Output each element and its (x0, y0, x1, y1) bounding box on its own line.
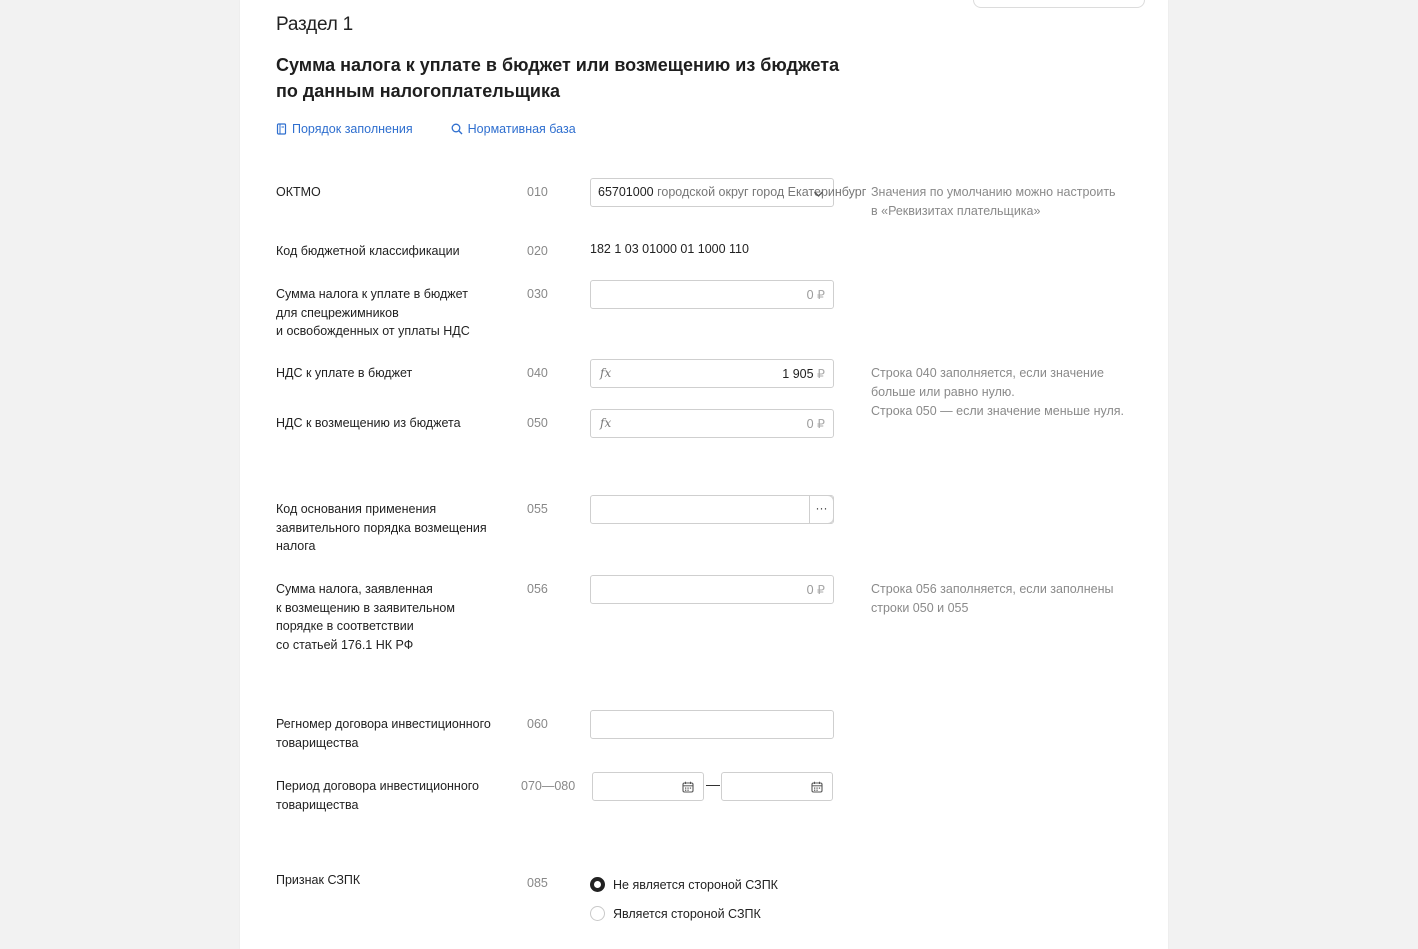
row-040-hint-line-1: Строка 040 заполняется, если значение (871, 366, 1104, 380)
row-056-code: 056 (527, 582, 548, 596)
ruble-sign: ₽ (817, 367, 825, 381)
oktmo-value-code: 65701000 (598, 185, 654, 199)
row-056-label-line-1: Сумма налога, заявленная (276, 582, 433, 596)
search-icon (451, 123, 463, 135)
row-030-code: 030 (527, 287, 548, 301)
szpk-label: Признак СЗПК (276, 873, 361, 887)
section-title: Раздел 1 (276, 14, 354, 35)
normative-base-label: Нормативная база (467, 122, 576, 136)
row-030-input[interactable] (590, 280, 834, 309)
row-030-label-line-2: для спецрежимников (276, 305, 399, 320)
ruble-sign: ₽ (817, 288, 825, 302)
szpk-option-party[interactable] (590, 906, 761, 921)
row-060-label-line-2: товарищества (276, 735, 359, 750)
row-056-label (276, 580, 508, 654)
radio-unselected[interactable] (590, 906, 605, 921)
row-060-input[interactable] (590, 710, 834, 739)
row-040-hint (871, 364, 1141, 421)
row-050-code: 050 (527, 416, 548, 430)
top-control[interactable] (973, 0, 1145, 8)
row-060-code: 060 (527, 717, 548, 731)
row-040-input[interactable] (590, 359, 834, 388)
row-055-input[interactable] (590, 495, 834, 524)
row-040-label: НДС к уплате в бюджет (276, 366, 413, 380)
oktmo-hint (871, 183, 1141, 221)
kbk-label: Код бюджетной классификации (276, 244, 460, 258)
row-055-label-line-3: налога (276, 539, 316, 553)
row-070-label-line-2: товарищества (276, 797, 359, 812)
szpk-option-not-party[interactable] (590, 877, 778, 892)
row-060-label-line-1: Регномер договора инвестиционного (276, 717, 491, 731)
row-040-value (782, 366, 825, 381)
row-030-amount: 0 (806, 288, 814, 302)
select-code-button[interactable]: ··· (809, 495, 834, 524)
oktmo-select[interactable] (590, 178, 867, 207)
row-055-label-line-1: Код основания применения (276, 502, 437, 516)
calendar-icon[interactable] (811, 780, 823, 798)
form-page (240, 0, 1168, 949)
oktmo-hint-line-2: в «Реквизитах плательщика» (871, 204, 1041, 218)
fill-order-label: Порядок заполнения (292, 122, 413, 136)
szpk-option-2-label: Является стороной СЗПК (613, 906, 761, 921)
fill-order-link[interactable] (276, 122, 413, 136)
oktmo-code: 010 (527, 185, 548, 199)
row-055-code: 055 (527, 502, 548, 516)
row-070-label-line-1: Период договора инвестиционного (276, 779, 480, 793)
row-040-hint-line-2: больше или равно нулю. (871, 385, 1015, 399)
calendar-icon[interactable] (682, 780, 694, 798)
row-056-hint-line-2: строки 050 и 055 (871, 601, 969, 615)
row-060-label (276, 715, 508, 752)
period-start-date[interactable] (592, 772, 704, 801)
normative-base-link[interactable] (451, 122, 576, 136)
row-056-input[interactable] (590, 575, 834, 604)
row-030-label-line-3: и освобожденных от уплаты НДС (276, 324, 470, 338)
row-050-input[interactable] (590, 409, 834, 438)
book-icon (276, 123, 287, 135)
row-055-label (276, 500, 508, 556)
oktmo-value-name: городской округ город Екатеринбург (653, 185, 867, 199)
help-links (276, 122, 576, 136)
chevron-down-icon (813, 187, 824, 201)
row-030-value (807, 287, 825, 302)
row-040-hint-line-3: Строка 050 — если значение меньше нуля. (871, 404, 1124, 418)
szpk-option-1-label: Не является стороной СЗПК (613, 877, 778, 892)
row-056-label-line-2: к возмещению в заявительном (276, 600, 455, 615)
ruble-sign: ₽ (817, 417, 825, 431)
oktmo-value (598, 185, 867, 199)
row-056-amount: 0 (806, 583, 814, 597)
row-056-label-line-4: со статьей 176.1 НК РФ (276, 637, 414, 652)
row-056-hint-line-1: Строка 056 заполняется, если заполнены (871, 582, 1114, 596)
szpk-code: 085 (527, 876, 548, 890)
period-end-date[interactable] (721, 772, 833, 801)
row-030-label-line-1: Сумма налога к уплате в бюджет (276, 287, 468, 301)
row-070-label (276, 777, 508, 814)
row-055-label-line-2: заявительного порядка возмещения (276, 520, 487, 535)
row-056-value (807, 582, 825, 597)
ruble-sign: ₽ (817, 583, 825, 597)
page-heading (276, 52, 876, 104)
oktmo-label: ОКТМО (276, 185, 321, 199)
oktmo-hint-line-1: Значения по умолчанию можно настроить (871, 185, 1116, 199)
formula-icon: fx (600, 416, 612, 430)
row-050-label: НДС к возмещению из бюджета (276, 416, 461, 430)
kbk-value: 182 1 03 01000 01 1000 110 (590, 242, 749, 256)
row-056-label-line-3: порядке в соответствии (276, 619, 414, 633)
heading-line-2: по данным налогоплательщика (276, 81, 560, 101)
row-050-amount: 0 (806, 417, 814, 431)
row-040-code: 040 (527, 366, 548, 380)
row-040-amount: 1 905 (782, 367, 814, 381)
period-dash: — (706, 776, 720, 792)
radio-selected[interactable] (590, 877, 605, 892)
heading-line-1: Сумма налога к уплате в бюджет или возмещению из бюджета (276, 55, 840, 75)
row-070-code: 070—080 (521, 779, 576, 793)
row-056-hint (871, 580, 1141, 618)
row-050-value (807, 416, 825, 431)
row-030-label (276, 285, 508, 341)
formula-icon: fx (600, 366, 612, 380)
kbk-code: 020 (527, 244, 548, 258)
